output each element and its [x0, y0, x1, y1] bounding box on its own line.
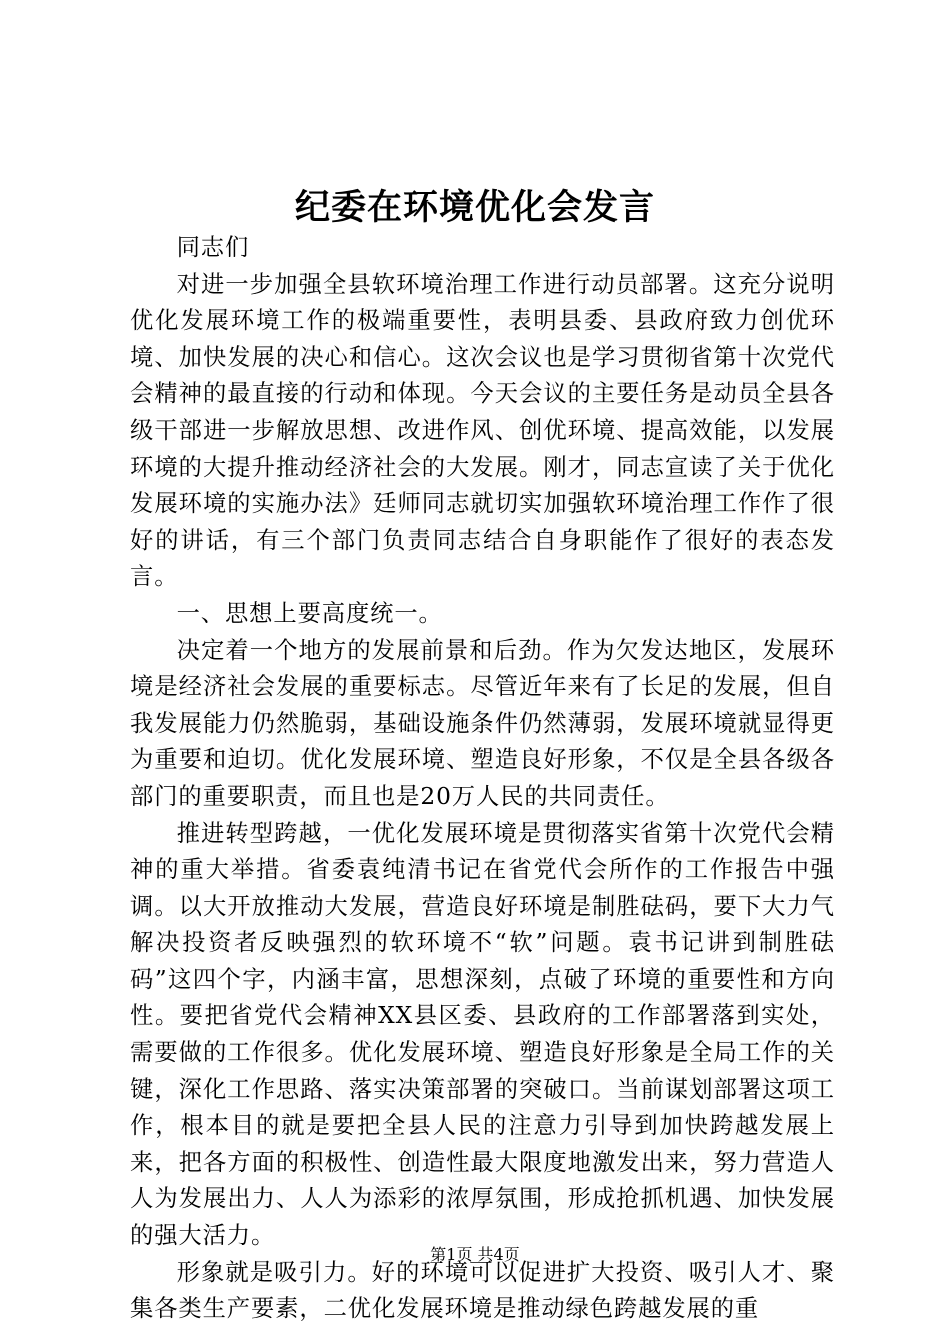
paragraph: 推进转型跨越，一优化发展环境是贯彻落实省第十次党代会精神的重大举措。省委袁纯清书记在省党代会所作的工作报告中强调。以大开放推动大发展，营造良好环境是制胜砝码，要下大力气解决投资者反映强烈的软环境不“软”问题。袁书记讲到制胜砝码”这四个字，内涵丰富，思想深刻，点破了环境的重要性和方向性。要把省党代会精神XX县区委、县政府的工作部署落到实处，需要做的工作很多。优化发展环境、塑造良好形象是全局工作的关键，深化工作思路、落实决策部署的突破口。当前谋划部署这项工作，根本目的就是要把全县人民的注意力引导到加快跨越发展上来，把各方面的积极性、创造性最大限度地激发出来，努力营造人人为发展出力、人人为添彩的浓厚氛围，形成抢抓机遇、加快发展的强大活力。 [130, 819, 835, 1250]
section-heading: 一、思想上要高度统一。 [176, 599, 443, 627]
page-number-footer: 第1页 共4页 [430, 1245, 520, 1264]
document-title: 纪委在环境优化会发言 [294, 187, 655, 228]
salutation: 同志们 [176, 234, 250, 261]
paragraph-intro: 对进一步加强全县软环境治理工作进行动员部署。这充分说明优化发展环境工作的极端重要性，表明县委、县政府致力创优环境、加快发展的决心和信心。这次会议也是学习贯彻省第十次党代会精神的最直接的行动和体现。今天会议的主要任务是动员全县各级干部进一步解放思想、改进作风、创优环境、提高效能，以发展环境的大提升推动经济社会的大发展。刚才，同志宣读了关于优化发展环境的实施办法》廷师同志就切实加强软环境治理工作作了很好的讲话，有三个部门负责同志结合自身职能作了很好的表态发言。 [130, 270, 835, 591]
paragraph: 决定着一个地方的发展前景和后劲。作为欠发达地区，发展环境是经济社会发展的重要标志。尽管近年来有了长足的发展，但自我发展能力仍然脆弱，基础设施条件仍然薄弱，发展环境就显得更为重要和迫切。优化发展环境、塑造良好形象，不仅是全县各级各部门的重要职责，而且也是20万人民的共同责任。 [130, 636, 835, 810]
document-body [130, 230, 835, 1328]
paragraph: 形象就是吸引力。好的环境可以促进扩大投资、吸引人才、聚集各类生产要素，二优化发展环境是推动绿色跨越发展的重 [130, 1258, 835, 1323]
